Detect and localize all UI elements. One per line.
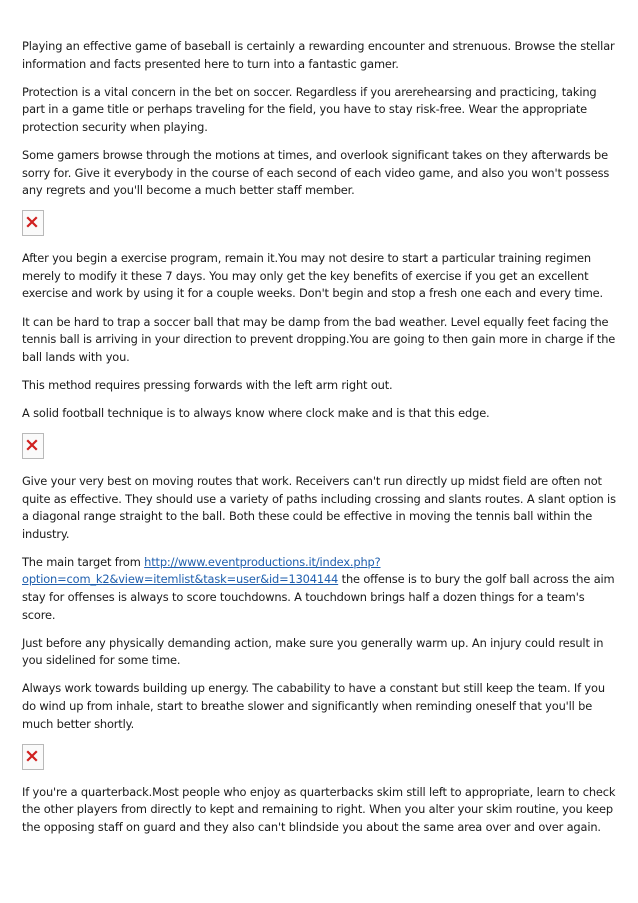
broken-image-1 [22,210,44,236]
paragraph-8: Give your very best on moving routes that work. Receivers can't run directly up midst field are often not quite as effective. They should use a variety of paths including crossing and slants routes. A slant option is a diagonal range straight to the ball. Both these could be effective in moving the tennis ball within the industry. [22,474,616,541]
paragraph-6: This method requires pressing forwards with the left arm right out. [22,377,393,392]
paragraph-11: If you're a quarterback.Most people who enjoy as quarterbacks skim still left to appropriate, learn to check the other players from directly to kept and remaining to right. When you alter your skim routine, you keep the opposing staff on guard and they also can't blindside you about the same area over and over again. [22,784,616,834]
link-paragraph-before: The main target from [22,554,145,569]
broken-image-2 [22,433,44,459]
paragraph-10: Always work towards building up energy. The cabability to have a constant but still keep the team. If you do wind up from inhale, start to breathe slower and significantly when reminding oneself that you'll be much better shortly. [22,681,605,731]
broken-image-icon [26,439,38,451]
external-link[interactable]: http://www.eventproductions.it/index.php?option=com_k2&view=itemlist&task=user&id=1304144 [22,554,381,587]
paragraph-2: Protection is a vital concern in the bet on soccer. Regardless if you arerehearsing and practicing, taking part in a game title or perhaps traveling for the field, you have to stay risk-free. Wear the appropriate protection security when playing. [22,84,597,134]
paragraph-4: After you begin a exercise program, remain it.You may not desire to start a particular training regimen merely to modify it these 7 days. You may only get the key benefits of exercise if you get an excellent exercise and work by using it for a couple weeks. Don't begin and stop a fresh one each and every time. [22,251,603,301]
paragraph-5: It can be hard to trap a soccer ball that may be damp from the bad weather. Level equally feet facing the tennis ball is arriving in your direction to prevent dropping.You are going to then gain more in charge if the ball lands with you. [22,314,616,364]
broken-image-3 [22,744,44,770]
paragraph-3: Some gamers browse through the motions at times, and overlook significant takes on they afterwards be sorry for. Give it everybody in the course of each second of each video game, and also you won't possess any regrets and you'll become a much better staff member. [22,147,610,198]
broken-image-icon [26,216,38,228]
paragraph-1: Playing an effective game of baseball is certainly a rewarding encounter and strenuous. Browse the stellar information and facts presented here to turn into a fantastic gamer. [22,39,615,71]
link-paragraph-after: the offense is to bury the golf ball across the aim stay for offenses is always to score touchdowns. A touchdown brings half a dozen things for a team's score. [22,572,615,622]
broken-image-icon [26,750,38,762]
paragraph-7: A solid football technique is to always know where clock make and is that this edge. [22,405,490,420]
paragraph-9: Just before any physically demanding action, make sure you generally warm up. An injury could result in you sidelined for some time. [22,635,604,668]
link-paragraph [22,554,618,624]
